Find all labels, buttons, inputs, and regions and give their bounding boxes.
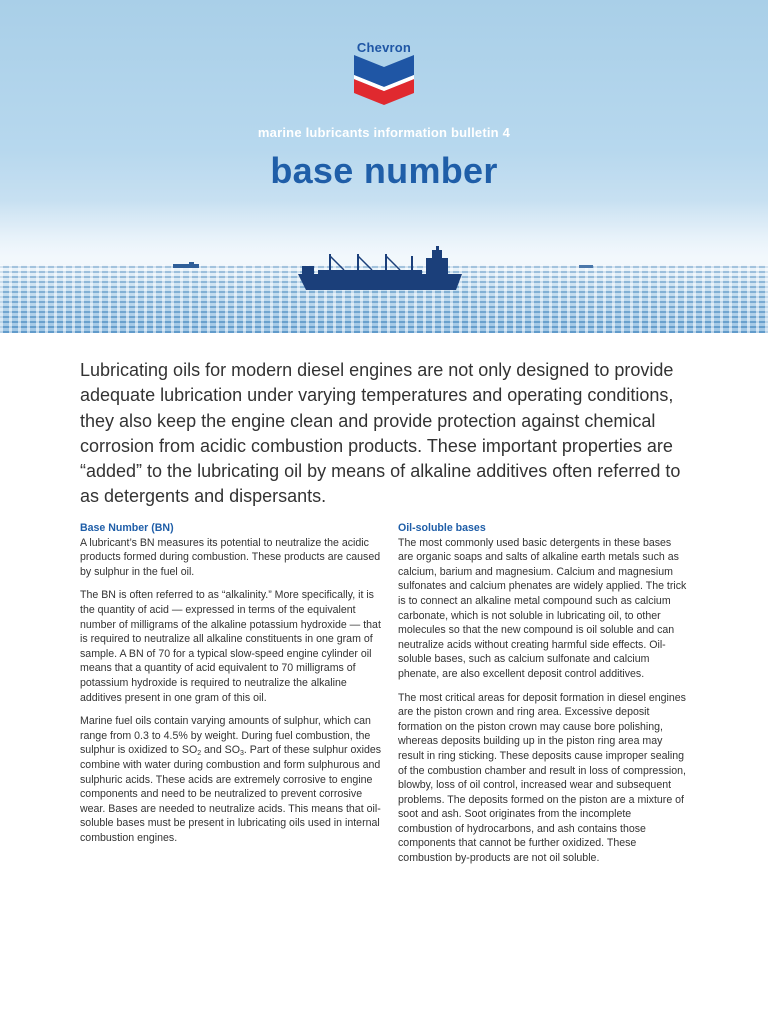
right-column bbox=[398, 521, 688, 875]
base-number-paragraph-1: A lubricant’s BN measures its potential to neutralize the acidic products formed during combustion. These products are caused by sulphur in the fuel oil. bbox=[80, 536, 381, 578]
distant-ship-icon bbox=[579, 264, 593, 268]
cargo-ship-icon bbox=[296, 246, 464, 292]
base-number-paragraph-2: The BN is often referred to as “alkalinity.” More specifically, it is the quantity of acid — expressed in terms of the equivalent number of milligrams of the alkaline potassium hydroxide — that is required to neutralize all alkaline constituents in one gram of sample. A BN of 70 for a typical slow-speed engine cylinder oil means that a quantity of acid equivalent to 70 milligrams of potassium hydroxide is required to neutralize the alkaline additives present in one gram of this oil. bbox=[80, 589, 381, 704]
base-number-paragraph-3: Marine fuel oils contain varying amounts of sulphur, which can range from 0.3 to 4.5% by weight. During fuel combustion, the sulphur is oxidized to $SO_2$ and $SO_3$. Part of these sulphur oxides combine with water during combustion and form sulphurous and sulphuric acids. These acids are extremely corrosive to engine components and need to be neutralized to prevent corrosive wear. Bases are needed to neutralize acids. This means that oil-soluble bases must be present in lubricating oils used in internal combustion engines. bbox=[80, 715, 382, 844]
hero-banner bbox=[0, 0, 768, 333]
section-heading-oil-soluble-bases: Oil-soluble bases bbox=[398, 522, 486, 534]
bulletin-subtitle: marine lubricants information bulletin 4 bbox=[257, 125, 511, 140]
logo-wordmark: Chevron bbox=[356, 40, 412, 55]
intro-paragraph: Lubricating oils for modern diesel engines are not only designed to provide adequate lubrication under varying temperatures and operating conditions, they also keep the engine clean and provide protection against chemical corrosion from acidic combustion products. These important properties are “added” to the lubricating oil by means of alkaline additives often referred to as detergents and dispersants. bbox=[80, 360, 681, 507]
chevron-hallmark-icon bbox=[354, 55, 414, 105]
left-column bbox=[80, 521, 382, 854]
distant-ship-icon bbox=[173, 262, 199, 268]
chevron-logo bbox=[345, 40, 423, 108]
page-title: base number bbox=[270, 150, 498, 191]
oil-soluble-paragraph-2: The most critical areas for deposit formation in diesel engines are the piston crown and ring area. Excessive deposit formation on the piston crown may cause bore polishing, whereas deposits building up in the piston ring area may result in ring sticking. These deposits cause improper sealing of the combustion chamber and result in loss of compression, blowby, loss of oil control, increased wear and subsequent problems. The deposits formed on the piston are a mixture of soot and ash. Soot originates from the incomplete combustion of hydrocarbons, and ash contains those components that cannot be further oxidized. These combustion by-products are not oil soluble. bbox=[398, 691, 686, 865]
oil-soluble-paragraph-1: The most commonly used basic detergents in these bases are organic soaps and salts of alkaline earth metals such as calcium, barium and magnesium. Calcium and magnesium sulfonates and calcium phenates are widely applied. The trick is to connect an alkaline metal compound such as calcium carbonate, which is not soluble in lubricating oil, to other molecules so that the new compound is oil soluble and can neutralize acids without creating harmful side effects. Oil-soluble bases, such as calcium sulfonate and calcium phenate, are also excellent deposit control additives. bbox=[398, 536, 687, 680]
section-heading-base-number: Base Number (BN) bbox=[80, 522, 174, 534]
